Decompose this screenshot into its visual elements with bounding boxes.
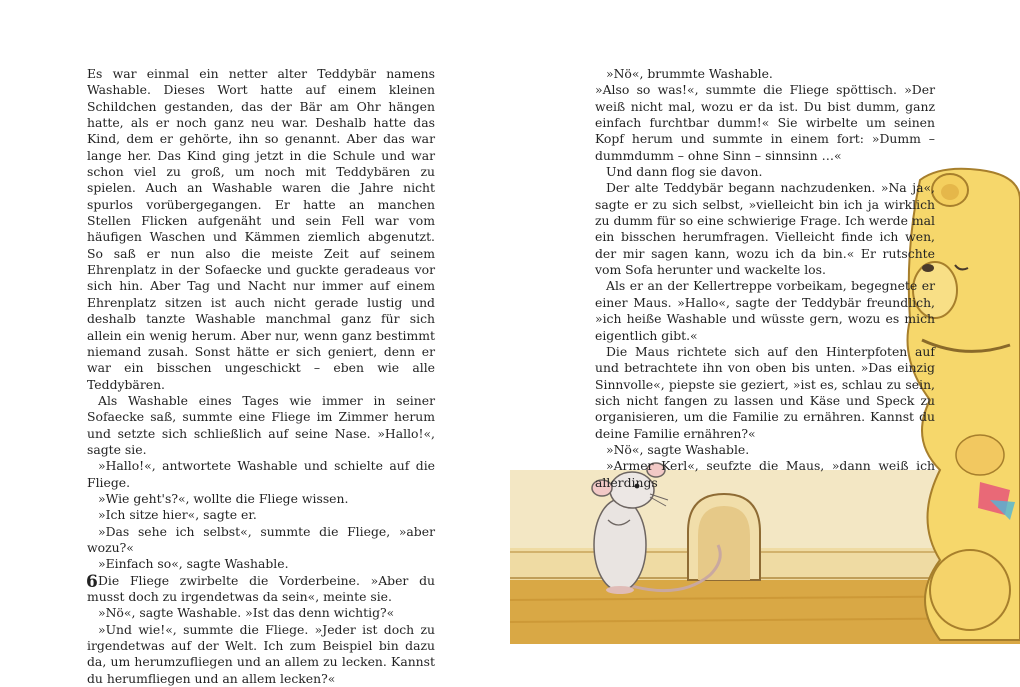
paragraph: »Armer Kerl«, seufzte die Maus, »dann weiß ich allerdings [595, 458, 935, 491]
page-number: 6 [86, 572, 98, 592]
paragraph: »Nö«, sagte Washable. [595, 442, 935, 458]
left-page [0, 0, 510, 644]
paragraph: Als Washable eines Tages wie immer in seiner Sofaecke saß, summte eine Fliege im Zimmer herum und setzte sich schließlich auf seine Nase. »Hallo!«, sagte sie. [87, 393, 435, 458]
paragraph: »Hallo!«, antwortete Washable und schielte auf die Fliege. [87, 458, 435, 491]
paragraph: »Also so was!«, summte die Fliege spöttisch. »Der weiß nicht mal, wozu er da ist. Du bist dumm, ganz einfach furchtbar dumm!« Sie wirbelte um seinen Kopf herum und summte in einem fort: »Dumm – dummdumm – ohne Sinn – sinnsinn …« [595, 82, 935, 164]
paragraph: »Nö«, brummte Washable. [595, 66, 935, 82]
right-page [510, 0, 1020, 644]
paragraph: »Einfach so«, sagte Washable. [87, 556, 435, 572]
paragraph: »Nö«, sagte Washable. »Ist das denn wichtig?« [87, 605, 435, 621]
paragraph: »Wie geht's?«, wollte die Fliege wissen. [87, 491, 435, 507]
left-page-text [87, 66, 435, 687]
paragraph: »Und wie!«, summte die Fliege. »Jeder ist doch zu irgendetwas auf der Welt. Ich zum Beispiel bin dazu da, um herumzufliegen und an allem zu lecken. Kannst du herumfliegen und an allem lecken?« [87, 622, 435, 687]
paragraph: »Ich sitze hier«, sagte er. [87, 507, 435, 523]
paragraph: Die Fliege zwirbelte die Vorderbeine. »Aber du musst doch zu irgendetwas da sein«, meinte sie. [87, 573, 435, 606]
paragraph: Und dann flog sie davon. [595, 164, 935, 180]
paragraph: Es war einmal ein netter alter Teddybär namens Washable. Dieses Wort hatte auf einem kleinen Schildchen gestanden, das der Bär am Ohr hängen hatte, als er noch ganz neu war. Deshalb hatte das Kind, dem er gehörte, ihn so genannt. Aber das war lange her. Das Kind ging jetzt in die Schule und war schon viel zu groß, um noch mit Teddybären zu spielen. Auch an Washable waren die Jahre nicht spurlos vorübergegangen. Er hatte an manchen Stellen Flicken aufgenäht und sein Fell war vom häufigen Waschen und Kämmen ziemlich abgenutzt. So saß er nun also die meiste Zeit auf seinem Ehrenplatz in der Sofaecke und guckte geradeaus vor sich hin. Aber Tag und Nacht nur immer auf einem Ehrenplatz sitzen ist auch nicht gerade lustig und deshalb tanzte Washable manchmal ganz für sich allein ein wenig herum. Aber nur, wenn ganz bestimmt niemand zusah. Sonst hätte er sich geniert, denn er war ein bisschen ungeschickt – eben wie alle Teddybären. [87, 66, 435, 393]
paragraph: Der alte Teddybär begann nachzudenken. »Na ja«, sagte er zu sich selbst, »vielleicht bin ich ja wirklich zu dumm für so eine schwierige Frage. Ich werde mal ein bisschen herumfragen. Vielleicht finde ich wen, der mir sagen kann, wozu ich da bin.« Er rutschte vom Sofa herunter und wackelte los. [595, 180, 935, 278]
right-page-text [595, 66, 935, 491]
paragraph: Die Maus richtete sich auf den Hinterpfoten auf und betrachtete ihn von oben bis unten. »Das einzig Sinnvolle«, piepste sie geziert, »ist es, schlau zu sein, sich nicht fangen zu lassen und Käse und Speck zu organisieren, um die Familie zu ernähren. Kannst du deine Familie ernähren?« [595, 344, 935, 442]
paragraph: »Das sehe ich selbst«, summte die Fliege, »aber wozu?« [87, 524, 435, 557]
paragraph: Als er an der Kellertreppe vorbeikam, begegnete er einer Maus. »Hallo«, sagte der Teddybär freundlich, »ich heiße Washable und wüsste gern, wozu es mich eigentlich gibt.« [595, 278, 935, 343]
